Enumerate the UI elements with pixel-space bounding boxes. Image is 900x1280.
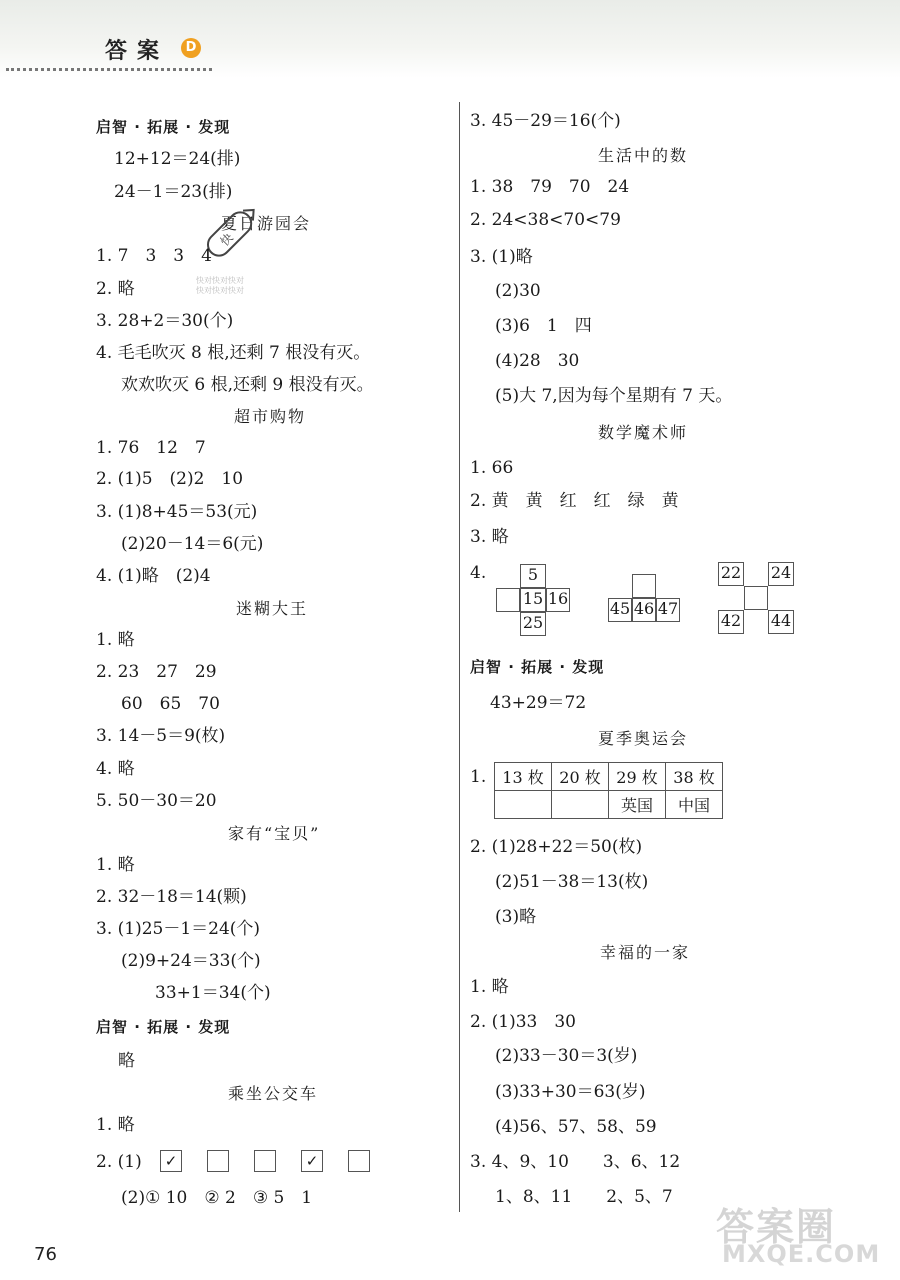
answer-line: 3. (1)25－1＝24(个) (96, 919, 261, 939)
answer-line: (3)略 (495, 907, 537, 927)
answer-line: 3. 28+2＝30(个) (96, 311, 234, 331)
grid-cell (744, 586, 768, 610)
table-cell: 13 枚 (495, 763, 552, 791)
stamp-text: 快对快对快对 快对快对快对 (196, 276, 244, 295)
grid-cell: 45 (608, 598, 632, 622)
answer-line: 1. 略 (96, 1115, 135, 1135)
grid-cell: 5 (520, 564, 546, 588)
answer-line: 2. 略 (96, 279, 135, 299)
grid-cell: 44 (768, 610, 794, 634)
answer-line: 4. (470, 563, 487, 583)
table-cell: 38 枚 (666, 763, 723, 791)
answer-line: 33+1＝34(个) (155, 983, 271, 1003)
answer-line: 3. (1)8+45＝53(元) (96, 502, 258, 522)
answer-line: 12+12＝24(排) (114, 149, 241, 169)
answer-line: 1. 略 (470, 977, 509, 997)
table-cell: 英国 (609, 791, 666, 819)
answer-line: 2. (1)28+22＝50(枚) (470, 837, 643, 857)
column-divider (459, 102, 460, 1212)
answer-line: 1. 略 (96, 855, 135, 875)
header-title: 答案 (105, 39, 170, 64)
answer-line: (2)① 10 ② 2 ③ 5 1 (121, 1188, 313, 1208)
answer-line: 1、8、11 2、5、7 (495, 1187, 673, 1207)
table-cell: 20 枚 (552, 763, 609, 791)
check-box (254, 1150, 276, 1172)
page-number: 76 (34, 1244, 57, 1265)
section-title: 夏日游园会 (221, 214, 312, 233)
grid-cell: 46 (632, 598, 656, 622)
answer-line: 2. 黄 黄 红 红 绿 黄 (470, 491, 679, 511)
table-cell (552, 791, 609, 819)
answer-line: 2. 23 27 29 (96, 662, 217, 682)
answer-line: 3. 14－5＝9(枚) (96, 726, 226, 746)
header-badge: D (181, 38, 201, 58)
svg-text:快: 快 (217, 230, 236, 249)
answer-line: 2. 24<38<70<79 (470, 210, 621, 230)
answer-line: 24－1＝23(排) (114, 182, 233, 202)
answer-line: 3. 45－29＝16(个) (470, 111, 621, 131)
answer-line: 略 (118, 1051, 135, 1071)
medal-table (494, 762, 723, 819)
answer-line: 1. 66 (470, 458, 514, 478)
table-cell: 中国 (666, 791, 723, 819)
answer-line: 5. 50－30＝20 (96, 791, 217, 811)
grid-cell (632, 574, 656, 598)
answer-line: (3)33+30＝63(岁) (495, 1082, 646, 1102)
grid-cell: 47 (656, 598, 680, 622)
section-title: 迷糊大王 (236, 599, 309, 618)
section-title: 乘坐公交车 (228, 1084, 319, 1103)
answer-line: 欢欢吹灭 6 根,还剩 9 根没有灭。 (121, 375, 374, 395)
answer-line: 2. (1) (96, 1152, 142, 1172)
answer-line: 4. 毛毛吹灭 8 根,还剩 7 根没有灭。 (96, 343, 371, 363)
table-cell (495, 791, 552, 819)
answer-line: (2)9+24＝33(个) (121, 951, 261, 971)
watermark-brand: 答案圈 (716, 1205, 837, 1249)
section-title: 超市购物 (234, 407, 307, 426)
section-title: 数学魔术师 (598, 423, 689, 442)
check-box: ✓ (301, 1150, 323, 1172)
answer-line: 2. (1)33 30 (470, 1012, 576, 1032)
answer-line: (3)6 1 四 (495, 316, 592, 336)
grid-cell: 22 (718, 562, 744, 586)
answer-line: 2. (1)5 (2)2 10 (96, 469, 244, 489)
answer-line: 4. 略 (96, 759, 135, 779)
section-heading: 启智 · 拓展 · 发现 (96, 118, 231, 136)
answer-line: 1. 7 3 3 4 (96, 246, 212, 266)
section-title: 家有“宝贝” (228, 824, 321, 843)
check-box (207, 1150, 229, 1172)
answer-line: 3. 略 (470, 527, 509, 547)
check-box: ✓ (160, 1150, 182, 1172)
section-title: 幸福的一家 (600, 943, 691, 962)
answer-line: (4)56、57、58、59 (495, 1117, 657, 1137)
grid-cell: 15 (520, 588, 546, 612)
grid-cell: 16 (546, 588, 570, 612)
answer-line: 3. (1)略 (470, 247, 533, 267)
answer-line: (5)大 7,因为每个星期有 7 天。 (495, 386, 733, 406)
watermark-url: MXQE.COM (722, 1240, 881, 1268)
answer-line: 4. (1)略 (2)4 (96, 566, 211, 586)
table-row (495, 763, 723, 791)
section-heading: 启智 · 拓展 · 发现 (96, 1018, 231, 1036)
table-row (495, 791, 723, 819)
check-box (348, 1150, 370, 1172)
answer-line: 1. 略 (96, 630, 135, 650)
answer-line: (2)20－14＝6(元) (121, 534, 264, 554)
answer-line: 1. (470, 767, 487, 787)
answer-line: (2)51－38＝13(枚) (495, 872, 649, 892)
answer-line: 60 65 70 (121, 694, 220, 714)
grid-cell: 24 (768, 562, 794, 586)
answer-line: (2)33－30＝3(岁) (495, 1046, 638, 1066)
answer-line: (4)28 30 (495, 351, 580, 371)
table-cell: 29 枚 (609, 763, 666, 791)
header-dotted-line (6, 68, 212, 71)
answer-line: 43+29＝72 (490, 693, 587, 713)
answer-line: 1. 76 12 7 (96, 438, 206, 458)
answer-line: 2. 32－18＝14(颗) (96, 887, 247, 907)
section-title: 夏季奥运会 (598, 729, 689, 748)
answer-line: (2)30 (495, 281, 541, 301)
answer-line: 1. 38 79 70 24 (470, 177, 630, 197)
grid-cell: 42 (718, 610, 744, 634)
section-title: 生活中的数 (598, 146, 689, 165)
answer-line: 3. 4、9、10 3、6、12 (470, 1152, 681, 1172)
grid-cell (496, 588, 520, 612)
grid-cell: 25 (520, 612, 546, 636)
section-heading: 启智 · 拓展 · 发现 (470, 658, 605, 676)
